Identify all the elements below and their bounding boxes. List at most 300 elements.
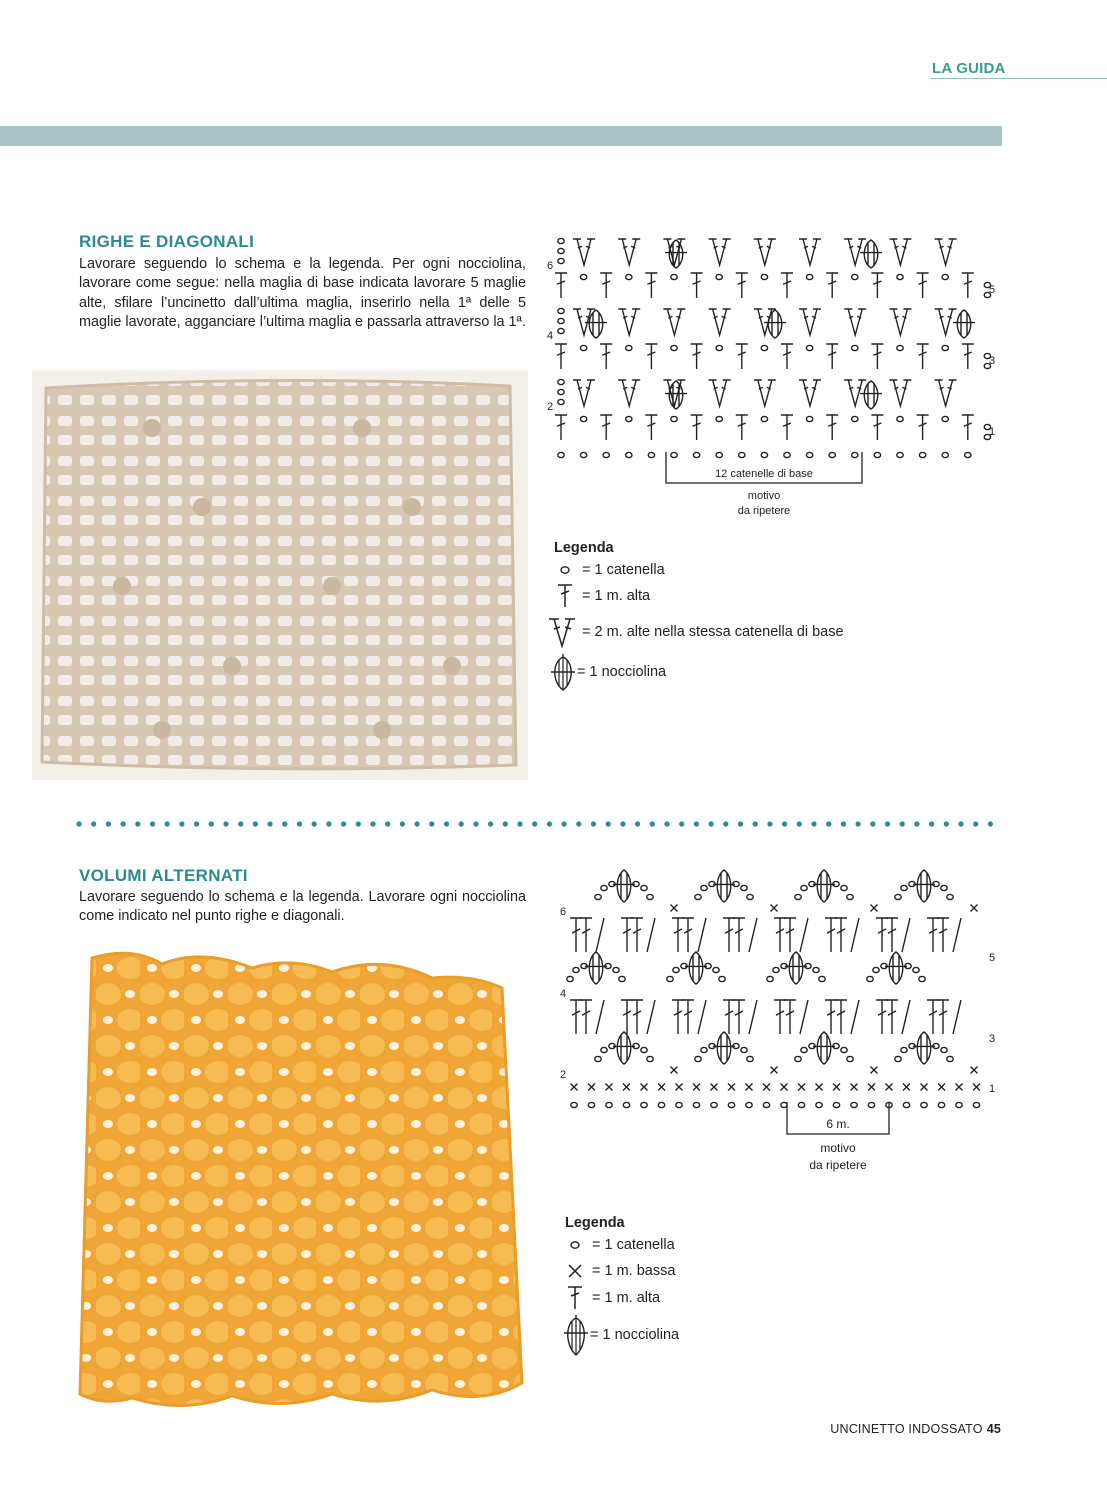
single-crochet-symbol [606, 1084, 613, 1091]
v-stitch-symbol [754, 380, 776, 406]
double-crochet-symbol [600, 273, 612, 298]
double-crochet-symbol [781, 415, 793, 440]
divider-dot [370, 821, 375, 826]
divider-dot [797, 821, 802, 826]
divider-dot [238, 821, 243, 826]
double-crochet-symbol [826, 273, 838, 298]
double-crochet-symbol [570, 918, 582, 952]
bobble-symbol [913, 870, 935, 902]
chain-symbol [852, 274, 858, 279]
chain-symbol [728, 1102, 734, 1107]
single-crochet-symbol [728, 1084, 735, 1091]
v-stitch-symbol [709, 309, 731, 335]
chain-symbol [897, 452, 903, 457]
double-crochet-symbol [800, 1000, 808, 1034]
chain-symbol [739, 452, 745, 457]
chain-symbol [813, 967, 819, 972]
chain-symbol [901, 885, 907, 890]
chain-symbol [558, 379, 564, 384]
divider-dot [753, 821, 758, 826]
divider-dot [179, 821, 184, 826]
divider-dot [576, 821, 581, 826]
chain-symbol [741, 1047, 747, 1052]
single-crochet-symbol [871, 905, 878, 912]
chain-symbol [941, 1047, 947, 1052]
bobble-symbol [785, 952, 807, 984]
bobble-symbol [885, 952, 907, 984]
double-crochet-symbol [691, 344, 703, 369]
chain-symbol [603, 452, 609, 457]
double-crochet-icon [554, 583, 576, 609]
bobble-symbol [913, 1032, 935, 1064]
chain-symbol [626, 416, 632, 421]
double-crochet-symbol [835, 1000, 847, 1034]
legend2-row-dc [564, 1285, 660, 1311]
chain-symbol [806, 345, 812, 350]
double-crochet-icon [564, 1285, 586, 1311]
double-crochet-symbol [733, 1000, 745, 1034]
divider-dot [562, 821, 567, 826]
row-label-3: 3 [989, 355, 996, 367]
row-label-4: 4 [560, 988, 567, 1000]
divider-dot [767, 821, 772, 826]
single-crochet-symbol [921, 1084, 928, 1091]
chain-symbol [847, 1056, 853, 1061]
double-crochet-symbol [784, 918, 796, 952]
chain-symbol [595, 894, 601, 899]
double-crochet-symbol [749, 918, 757, 952]
double-crochet-symbol [555, 344, 567, 369]
double-crochet-symbol [749, 1000, 757, 1034]
chain-symbol [942, 274, 948, 279]
base-chain-label: 12 catenelle di base [715, 468, 813, 480]
chain-symbol [606, 1102, 612, 1107]
legend1-text-bobble: = 1 nocciolina [577, 664, 667, 680]
chain-symbol [965, 452, 971, 457]
chain-symbol [841, 1047, 847, 1052]
top-band [0, 126, 1002, 146]
row-label-2: 2 [547, 401, 554, 413]
double-crochet-symbol [825, 1000, 837, 1034]
double-crochet-symbol [826, 415, 838, 440]
divider-dot [385, 821, 390, 826]
repeat-label-line2: da ripetere [809, 1158, 867, 1172]
legend1-row-dc [554, 583, 650, 609]
single-crochet-symbol [711, 1084, 718, 1091]
chain-symbol [558, 318, 564, 323]
v-stitch-symbol [799, 309, 821, 335]
double-crochet-symbol [871, 273, 883, 298]
chart-volumi-alternati [556, 862, 1006, 1182]
divider-dot [429, 821, 434, 826]
v-stitch-symbol [935, 239, 957, 265]
single-crochet-symbol [658, 1084, 665, 1091]
double-crochet-symbol [902, 918, 910, 952]
beige-swatch-photo [32, 370, 528, 780]
single-crochet-symbol [676, 1084, 683, 1091]
chain-symbol [671, 416, 677, 421]
double-crochet-symbol [736, 344, 748, 369]
double-crochet-symbol [645, 344, 657, 369]
divider-dot [209, 821, 214, 826]
divider-dot [223, 821, 228, 826]
double-crochet-symbol [596, 918, 604, 952]
bobble-symbol [585, 952, 607, 984]
divider-dot [650, 821, 655, 826]
divider-dot [900, 821, 905, 826]
bobble-symbol [613, 1032, 635, 1064]
chain-symbol [806, 416, 812, 421]
single-crochet-symbol [781, 1084, 788, 1091]
double-crochet-symbol [953, 918, 961, 952]
row-label-1: 1 [989, 1083, 996, 1095]
single-crochet-symbol [746, 1084, 753, 1091]
chain-symbol [676, 1102, 682, 1107]
chain-symbol [641, 1102, 647, 1107]
chain-symbol [558, 328, 564, 333]
double-crochet-symbol [570, 1000, 582, 1034]
single-crochet-symbol [771, 905, 778, 912]
chain-symbol [558, 258, 564, 263]
row-label-4: 4 [547, 330, 554, 342]
double-crochet-symbol [645, 415, 657, 440]
chain-symbol [626, 345, 632, 350]
v-stitch-symbol [618, 380, 640, 406]
double-crochet-symbol [621, 1000, 633, 1034]
chain-symbol [874, 452, 880, 457]
double-crochet-symbol [781, 344, 793, 369]
double-crochet-symbol [886, 918, 898, 952]
divider-dot [150, 821, 155, 826]
divider-dot [415, 821, 420, 826]
chain-symbol [942, 345, 948, 350]
double-crochet-symbol [962, 273, 974, 298]
chain-symbol [695, 1056, 701, 1061]
divider-dot [973, 821, 978, 826]
section2-body: Lavorare seguendo lo schema e la legenda. Lavorare ogni nocciolina come indicato nel punto righe e diagonali. [79, 889, 526, 925]
divider-dot [326, 821, 331, 826]
chain-symbol [671, 452, 677, 457]
bobble-icon [549, 652, 577, 692]
chain-symbol [580, 452, 586, 457]
chain-symbol [667, 976, 673, 981]
double-crochet-symbol [672, 1000, 684, 1034]
bobble-symbol [713, 1032, 735, 1064]
v-stitch-symbol [573, 380, 595, 406]
chain-symbol [641, 885, 647, 890]
double-crochet-symbol [774, 1000, 786, 1034]
divider-dot [356, 821, 361, 826]
bobble-symbol [813, 870, 835, 902]
double-crochet-symbol [672, 918, 684, 952]
divider-dot [782, 821, 787, 826]
divider-dot [841, 821, 846, 826]
divider-dot [914, 821, 919, 826]
repeat-label-line1: motivo [820, 1141, 856, 1155]
single-crochet-symbol [571, 1084, 578, 1091]
base-stitch-label: 6 m. [826, 1117, 850, 1131]
single-crochet-symbol [671, 905, 678, 912]
v-stitch-symbol [709, 380, 731, 406]
chain-symbol [919, 452, 925, 457]
chain-symbol [895, 894, 901, 899]
chain-symbol [901, 1047, 907, 1052]
chain-symbol [941, 885, 947, 890]
single-crochet-symbol [771, 1067, 778, 1074]
chain-symbol [648, 452, 654, 457]
chain-symbol [671, 274, 677, 279]
divider-dot [135, 821, 140, 826]
chain-symbol [601, 885, 607, 890]
legend1-text-chain: = 1 catenella [582, 562, 665, 578]
single-crochet-symbol [868, 1084, 875, 1091]
chain-symbol [852, 345, 858, 350]
chain-symbol [619, 976, 625, 981]
divider-dot [400, 821, 405, 826]
chain-symbol [573, 967, 579, 972]
chain-symbol [921, 1102, 927, 1107]
double-crochet-symbol [835, 918, 847, 952]
double-crochet-symbol [937, 1000, 949, 1034]
double-crochet-symbol [851, 1000, 859, 1034]
chain-symbol [558, 452, 564, 457]
divider-dot [620, 821, 625, 826]
chain-symbol [626, 274, 632, 279]
chain-symbol [942, 452, 948, 457]
double-crochet-symbol [621, 918, 633, 952]
chain-symbol [947, 894, 953, 899]
v-stitch-symbol [799, 380, 821, 406]
chain-symbol [763, 1102, 769, 1107]
bobble-symbol [860, 381, 882, 409]
section-divider [76, 820, 1001, 828]
single-crochet-symbol [641, 1084, 648, 1091]
single-crochet-symbol [903, 1084, 910, 1091]
chain-symbol [747, 894, 753, 899]
double-crochet-symbol [825, 918, 837, 952]
legend1-row-v [548, 616, 844, 648]
chain-symbol [913, 967, 919, 972]
divider-dot [606, 821, 611, 826]
chain-symbol [868, 1102, 874, 1107]
double-crochet-symbol [698, 918, 706, 952]
v-stitch-symbol [844, 309, 866, 335]
chain-symbol [795, 894, 801, 899]
double-crochet-symbol [937, 918, 949, 952]
divider-dot [297, 821, 302, 826]
single-crochet-symbol [833, 1084, 840, 1091]
section-tag: LA GUIDA [932, 60, 1006, 77]
v-stitch-symbol [889, 380, 911, 406]
double-crochet-symbol [555, 415, 567, 440]
single-crochet-symbol [938, 1084, 945, 1091]
chain-symbol [641, 1047, 647, 1052]
legend2-title: Legenda [565, 1215, 625, 1231]
single-crochet-symbol [973, 1084, 980, 1091]
chain-symbol [819, 976, 825, 981]
single-crochet-symbol [588, 1084, 595, 1091]
chain-symbol [716, 274, 722, 279]
legend2-row-sc [564, 1262, 675, 1280]
divider-dot [988, 821, 993, 826]
divider-dot [738, 821, 743, 826]
chain-symbol [761, 452, 767, 457]
chain-symbol [741, 885, 747, 890]
chain-symbol [558, 248, 564, 253]
chain-symbol [623, 1102, 629, 1107]
double-crochet-symbol [682, 1000, 694, 1034]
single-crochet-symbol [763, 1084, 770, 1091]
bobble-symbol [860, 240, 882, 268]
divider-dot [694, 821, 699, 826]
divider-dot [165, 821, 170, 826]
row-label-1: 1 [989, 426, 996, 438]
double-crochet-symbol [927, 918, 939, 952]
divider-dot [488, 821, 493, 826]
legend2-text-chain: = 1 catenella [592, 1237, 675, 1253]
legend1-title: Legenda [554, 540, 614, 556]
chart-righe-e-diagonali [540, 232, 1010, 522]
divider-dot [856, 821, 861, 826]
v-stitch-icon [548, 616, 576, 648]
chain-symbol [897, 345, 903, 350]
chain-symbol [695, 894, 701, 899]
double-crochet-symbol [962, 415, 974, 440]
divider-dot [444, 821, 449, 826]
legend2-text-bobble: = 1 nocciolina [590, 1327, 680, 1343]
row-label-6: 6 [547, 260, 554, 272]
divider-dot [341, 821, 346, 826]
divider-dot [870, 821, 875, 826]
single-crochet-symbol [851, 1084, 858, 1091]
chain-symbol [801, 885, 807, 890]
v-stitch-symbol [889, 239, 911, 265]
v-stitch-symbol [663, 309, 685, 335]
chain-symbol [580, 345, 586, 350]
row-label-5: 5 [989, 284, 996, 296]
single-crochet-symbol [971, 1067, 978, 1074]
double-crochet-symbol [871, 415, 883, 440]
section2-title: VOLUMI ALTERNATI [79, 866, 248, 885]
header-rule [930, 78, 1107, 79]
chain-symbol [580, 274, 586, 279]
legend2-text-sc: = 1 m. bassa [592, 1263, 676, 1279]
chain-symbol [613, 967, 619, 972]
double-crochet-symbol [691, 273, 703, 298]
divider-dot [268, 821, 273, 826]
double-crochet-symbol [723, 918, 735, 952]
divider-dot [635, 821, 640, 826]
double-crochet-symbol [647, 918, 655, 952]
divider-dot [253, 821, 258, 826]
bobble-symbol [953, 310, 975, 338]
chain-symbol [767, 976, 773, 981]
chain-symbol [626, 452, 632, 457]
double-crochet-symbol [962, 344, 974, 369]
chain-symbol [693, 1102, 699, 1107]
page-footer [830, 1422, 1001, 1436]
orange-swatch-photo [52, 928, 540, 1428]
chain-symbol [798, 1102, 804, 1107]
double-crochet-symbol [800, 918, 808, 952]
double-crochet-symbol [902, 1000, 910, 1034]
bobble-symbol [685, 952, 707, 984]
chain-symbol [747, 1056, 753, 1061]
chain-symbol [833, 1102, 839, 1107]
double-crochet-symbol [953, 1000, 961, 1034]
chain-symbol [716, 416, 722, 421]
double-crochet-symbol [555, 273, 567, 298]
chain-symbol [781, 1102, 787, 1107]
chain-symbol [773, 967, 779, 972]
divider-dot [91, 821, 96, 826]
double-crochet-symbol [917, 273, 929, 298]
chain-symbol [761, 345, 767, 350]
row-label-5: 5 [989, 952, 996, 964]
double-crochet-symbol [723, 1000, 735, 1034]
single-crochet-symbol [798, 1084, 805, 1091]
double-crochet-symbol [600, 415, 612, 440]
repeat-label-line1: motivo [747, 490, 781, 502]
chain-symbol [852, 416, 858, 421]
double-crochet-symbol [691, 415, 703, 440]
v-stitch-symbol [754, 239, 776, 265]
chain-symbol [671, 345, 677, 350]
double-crochet-symbol [736, 415, 748, 440]
v-stitch-symbol [889, 309, 911, 335]
double-crochet-symbol [647, 1000, 655, 1034]
divider-dot [547, 821, 552, 826]
v-stitch-symbol [935, 380, 957, 406]
legend1-text-dc: = 1 m. alta [582, 588, 651, 604]
divider-dot [958, 821, 963, 826]
chain-symbol [897, 416, 903, 421]
bobble-symbol [713, 870, 735, 902]
chain-symbol [956, 1102, 962, 1107]
double-crochet-symbol [580, 918, 592, 952]
chain-symbol [601, 1047, 607, 1052]
chain-symbol [558, 308, 564, 313]
chain-symbol [595, 1056, 601, 1061]
double-crochet-symbol [736, 273, 748, 298]
divider-dot [312, 821, 317, 826]
single-crochet-symbol [671, 1067, 678, 1074]
v-stitch-symbol [799, 239, 821, 265]
double-crochet-symbol [871, 344, 883, 369]
double-crochet-symbol [917, 415, 929, 440]
chain-symbol [746, 1102, 752, 1107]
magazine-name: UNCINETTO INDOSSATO [830, 1422, 983, 1436]
chain-symbol [847, 894, 853, 899]
bobble-icon [562, 1313, 590, 1357]
divider-dot [503, 821, 508, 826]
double-crochet-symbol [917, 344, 929, 369]
single-crochet-symbol [971, 905, 978, 912]
legend2-row-chain [564, 1236, 675, 1254]
double-crochet-symbol [781, 273, 793, 298]
chain-symbol [716, 345, 722, 350]
bobble-symbol [613, 870, 635, 902]
chain-symbol [801, 1047, 807, 1052]
divider-dot [929, 821, 934, 826]
divider-dot [709, 821, 714, 826]
chain-symbol [919, 976, 925, 981]
double-crochet-symbol [645, 273, 657, 298]
bobble-symbol [585, 310, 607, 338]
double-crochet-symbol [733, 918, 745, 952]
bobble-symbol [813, 1032, 835, 1064]
chain-symbol [873, 967, 879, 972]
